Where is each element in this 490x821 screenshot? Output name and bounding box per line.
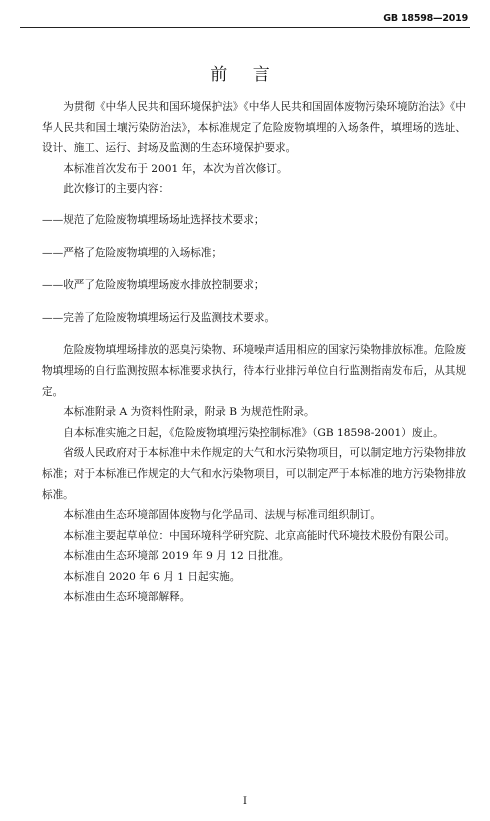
page-number: I xyxy=(243,796,247,807)
paragraph-purpose: 为贯彻《中华人民共和国环境保护法》《中华人民共和国固体废物污染环境防治法》《中华人民共和国土壤污染防治法》，本标准规定了危险废物填埋的入场条件，填埋场的选址、设计、施工、运行、封场及监测的生态环境保护要求。 xyxy=(42,101,466,155)
paragraph-drafters: 本标准主要起草单位：中国环境科学研究院、北京高能时代环境技术股份有限公司。 xyxy=(63,529,456,542)
revision-item: ——收严了危险废物填埋场废水排放控制要求； xyxy=(42,279,265,292)
paragraph-organizer: 本标准由生态环境部固体废物与化学品司、法规与标准司组织制订。 xyxy=(63,509,381,522)
paragraph-revision-intro: 此次修订的主要内容： xyxy=(63,183,170,196)
document-code: GB 18598—2019 xyxy=(383,13,468,24)
paragraph-approval: 本标准由生态环境部 2019 年 9 月 12 日批准。 xyxy=(63,550,290,563)
revision-item: ——规范了危险废物填埋场场址选择技术要求； xyxy=(42,213,265,226)
foreword-body xyxy=(42,97,466,608)
paragraph-interpretation: 本标准由生态环境部解释。 xyxy=(63,591,191,604)
revision-item: ——严格了危险废物填埋的入场标准； xyxy=(42,246,223,259)
header-rule xyxy=(20,27,470,28)
page-title: 前 言 xyxy=(210,65,280,85)
paragraph-local-standards: 省级人民政府对于本标准中未作规定的大气和水污染物项目，可以制定地方污染物排放标准；对于本标准已作规定的大气和水污染物项目，可以制定严于本标准的地方污染物排放标准。 xyxy=(42,447,466,501)
paragraph-repeal: 自本标准实施之日起，《危险废物填埋污染控制标准》（GB 18598-2001）废止。 xyxy=(63,426,444,439)
paragraph-first-published: 本标准首次发布于 2001 年，本次为首次修订。 xyxy=(63,162,288,175)
paragraph-emissions: 危险废物填埋场排放的恶臭污染物、环境噪声适用相应的国家污染物排放标准。危险废物填埋场的自行监测按照本标准要求执行，待本行业排污单位自行监测指南发布后，从其规定。 xyxy=(42,344,466,398)
paragraph-appendix: 本标准附录 A 为资料性附录，附录 B 为规范性附录。 xyxy=(63,406,315,419)
revision-item: ——完善了危险废物填埋场运行及监测技术要求。 xyxy=(42,311,276,324)
paragraph-effective-date: 本标准自 2020 年 6 月 1 日起实施。 xyxy=(63,570,241,583)
